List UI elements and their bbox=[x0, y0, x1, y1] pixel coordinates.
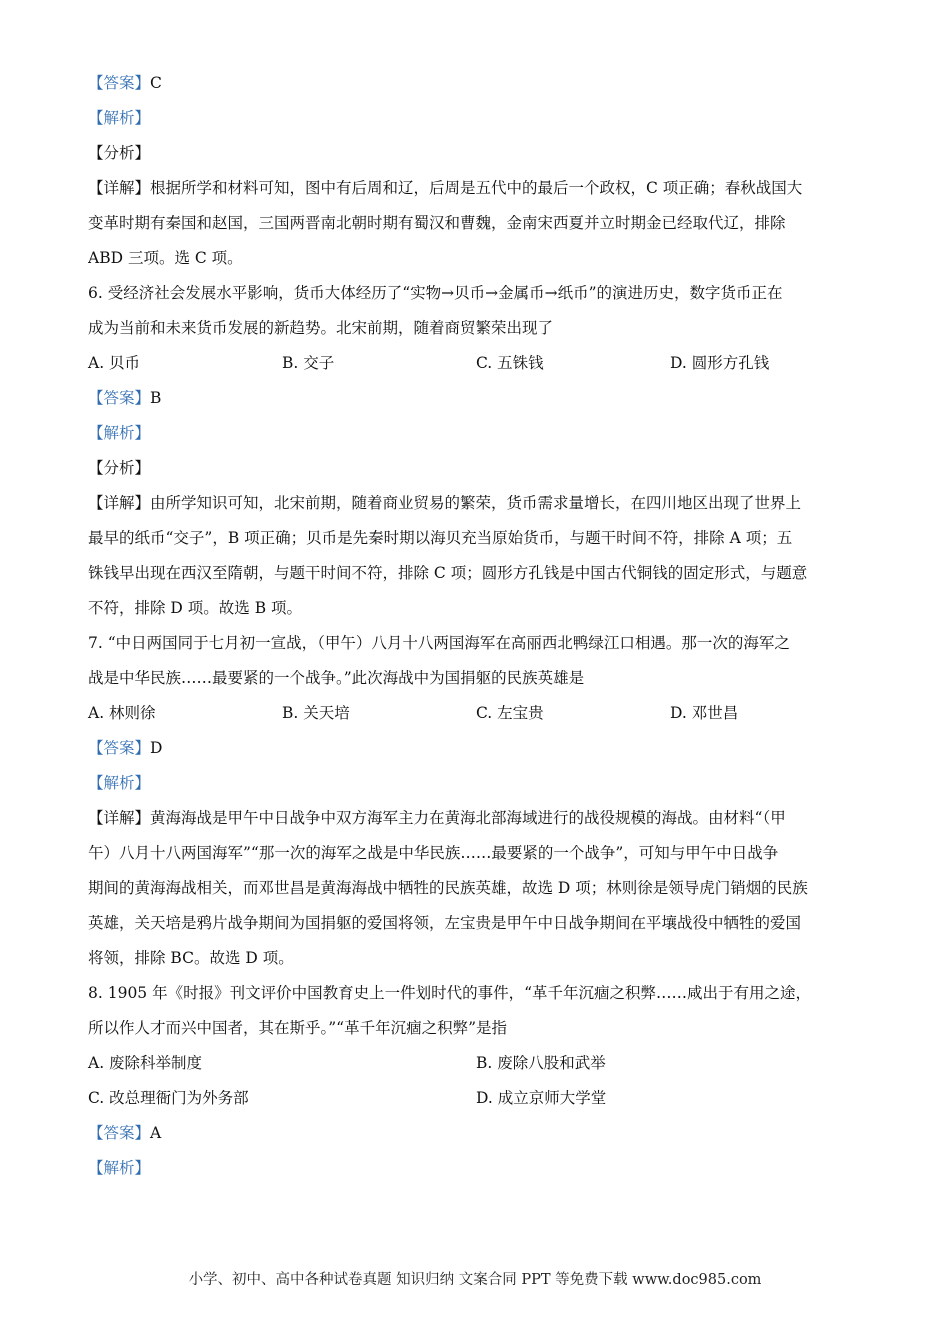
q6-fenxi-line bbox=[88, 451, 866, 486]
fenxi-tag: 【分析】 bbox=[88, 144, 151, 162]
q6-analysis-line bbox=[88, 416, 866, 451]
detail-text: 由所学知识可知，北宋前期，随着商业贸易的繁荣，货币需求量增长，在四川地区出现了世界上 bbox=[150, 494, 802, 512]
q7-detail-line-5: 将领，排除 BC。故选 D 项。 bbox=[88, 949, 294, 967]
option-c: C. 改总理衙门为外务部 bbox=[88, 1089, 249, 1107]
detail-text: 黄海海战是甲午中日战争中双方海军主力在黄海北部海域进行的战役规模的海战。由材料“（甲 bbox=[150, 809, 786, 827]
option-c: C. 左宝贵 bbox=[476, 704, 544, 722]
answer-value: D bbox=[150, 739, 163, 757]
q8-stem-line-2: 所以作人才而兴中国者，其在斯乎。”“革千年沉痼之积弊”是指 bbox=[88, 1019, 508, 1037]
option-a: A. 贝币 bbox=[88, 354, 141, 372]
detail-text: 根据所学和材料可知，图中有后周和辽，后周是五代中的最后一个政权，C 项正确；春秋战国大 bbox=[150, 179, 803, 197]
answer-tag: 【答案】 bbox=[88, 389, 151, 407]
q6-detail-line-1 bbox=[88, 486, 866, 521]
q6-stem-line-2: 成为当前和未来货币发展的新趋势。北宋前期，随着商贸繁荣出现了 bbox=[88, 319, 554, 337]
q7-stem-line-1: 7. “中日两国同于七月初一宣战，（甲午）八月十八两国海军在高丽西北鸭绿江口相遇。那一次的海军之 bbox=[88, 634, 790, 652]
q6-detail-line-4: 不符，排除 D 项。故选 B 项。 bbox=[88, 599, 303, 617]
q8-analysis-line bbox=[88, 1151, 866, 1186]
q6-stem-line-1: 6. 受经济社会发展水平影响，货币大体经历了“实物→贝币→金属币→纸币”的演进历史，数字货币正在 bbox=[88, 284, 783, 302]
q7-detail-line-1 bbox=[88, 801, 866, 836]
q7-options bbox=[88, 696, 866, 731]
page-footer: 小学、初中、高中各种试卷真题 知识归纳 文案合同 PPT 等免费下载 www.doc985.com bbox=[188, 1272, 762, 1288]
q6-answer-line bbox=[88, 381, 866, 416]
q7-stem-line-2: 战是中华民族……最要紧的一个战争。”此次海战中为国捐躯的民族英雄是 bbox=[88, 669, 585, 687]
answer-value: C bbox=[150, 74, 162, 92]
q5-detail-line-1 bbox=[88, 171, 866, 206]
option-b: B. 关天培 bbox=[282, 704, 350, 722]
q7-detail-line-2: 午）八月十八两国海军”“那一次的海军之战是中华民族……最要紧的一个战争”，可知与甲午中日战争 bbox=[88, 844, 779, 862]
q5-detail-line-2: 变革时期有秦国和赵国，三国两晋南北朝时期有蜀汉和曹魏，金南宋西夏并立时期金已经取代辽，排除 bbox=[88, 214, 786, 232]
answer-tag: 【答案】 bbox=[88, 1124, 151, 1142]
q7-analysis-line bbox=[88, 766, 866, 801]
q5-fenxi-line bbox=[88, 136, 866, 171]
q8-stem-line-1: 8. 1905 年《时报》刊文评价中国教育史上一件划时代的事件，“革千年沉痼之积弊……咸出于有用之途， bbox=[88, 984, 812, 1002]
q6-detail-line-3: 铢钱早出现在西汉至隋朝，与题干时间不符，排除 C 项；圆形方孔钱是中国古代铜钱的固定形式，与题意 bbox=[88, 564, 808, 582]
q5-answer-line bbox=[88, 66, 866, 101]
detail-tag: 【详解】 bbox=[88, 809, 151, 827]
document-body bbox=[88, 66, 866, 1186]
option-a: A. 废除科举制度 bbox=[88, 1054, 203, 1072]
q8-options-row-1 bbox=[88, 1046, 866, 1081]
q8-answer-line bbox=[88, 1116, 866, 1151]
q6-options bbox=[88, 346, 866, 381]
analysis-tag: 【解析】 bbox=[88, 774, 151, 792]
analysis-tag: 【解析】 bbox=[88, 1159, 151, 1177]
answer-tag: 【答案】 bbox=[88, 74, 151, 92]
option-c: C. 五铢钱 bbox=[476, 354, 544, 372]
answer-value: A bbox=[150, 1124, 162, 1142]
q6-detail-line-2: 最早的纸币“交子”，B 项正确；贝币是先秦时期以海贝充当原始货币，与题干时间不符，排除 A 项；五 bbox=[88, 529, 793, 547]
fenxi-tag: 【分析】 bbox=[88, 459, 151, 477]
q7-answer-line bbox=[88, 731, 866, 766]
detail-tag: 【详解】 bbox=[88, 179, 151, 197]
q7-detail-line-4: 英雄，关天培是鸦片战争期间为国捐躯的爱国将领，左宝贵是甲午中日战争期间在平壤战役中牺牲的爱国 bbox=[88, 914, 802, 932]
option-d: D. 成立京师大学堂 bbox=[476, 1089, 607, 1107]
q5-analysis-line bbox=[88, 101, 866, 136]
analysis-tag: 【解析】 bbox=[88, 424, 151, 442]
analysis-tag: 【解析】 bbox=[88, 109, 151, 127]
option-d: D. 邓世昌 bbox=[670, 704, 739, 722]
option-b: B. 废除八股和武举 bbox=[476, 1054, 606, 1072]
detail-tag: 【详解】 bbox=[88, 494, 151, 512]
option-a: A. 林则徐 bbox=[88, 704, 156, 722]
option-d: D. 圆形方孔钱 bbox=[670, 354, 770, 372]
answer-value: B bbox=[150, 389, 162, 407]
q5-detail-line-3: ABD 三项。选 C 项。 bbox=[88, 249, 243, 267]
q7-detail-line-3: 期间的黄海海战相关，而邓世昌是黄海海战中牺牲的民族英雄，故选 D 项；林则徐是领导虎门销烟的民族 bbox=[88, 879, 808, 897]
option-b: B. 交子 bbox=[282, 354, 335, 372]
q8-options-row-2 bbox=[88, 1081, 866, 1116]
answer-tag: 【答案】 bbox=[88, 739, 151, 757]
